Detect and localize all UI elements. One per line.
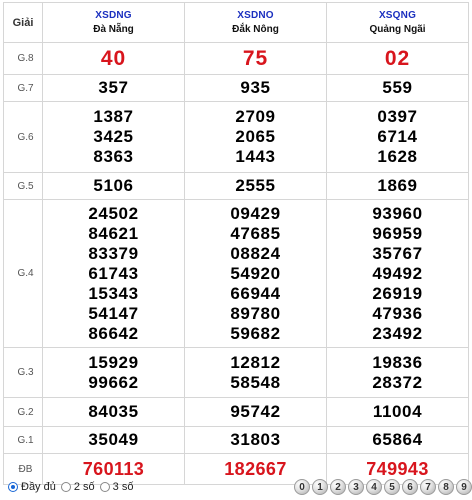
prize-number: 47936	[372, 303, 423, 323]
prize-number: 2555	[185, 173, 327, 200]
prize-column-header: Giải	[4, 3, 43, 43]
prize-row-g7	[4, 75, 469, 102]
option-full[interactable]	[8, 481, 56, 493]
digit-ball-3[interactable]: 3	[348, 479, 364, 495]
prize-number: 12812	[230, 352, 281, 372]
option-label: Đầy đủ	[21, 481, 56, 493]
display-controls	[0, 479, 472, 497]
prize-number: 26919	[372, 283, 423, 303]
prize-number: 96959	[372, 223, 423, 243]
prize-number: 1628	[377, 147, 418, 166]
prize-number: 08824	[230, 243, 281, 263]
prize-number: 1387	[93, 107, 134, 126]
prize-number: 0397	[377, 107, 418, 126]
prize-number: 54147	[88, 303, 139, 323]
option-label: 2 số	[73, 481, 95, 493]
prize-row-g2	[4, 398, 469, 427]
province-code-link[interactable]: XSDNG	[95, 10, 132, 21]
prize-number: 357	[43, 75, 185, 102]
province-header	[327, 3, 469, 43]
prize-label: ĐB	[4, 454, 43, 485]
prize-row-g4	[4, 200, 469, 348]
prize-number: 86642	[88, 323, 139, 343]
prize-row-g1	[4, 427, 469, 454]
prize-number: 49492	[372, 263, 423, 283]
prize-label: G.3	[4, 348, 43, 398]
prize-number: 89780	[230, 303, 281, 323]
header-row	[4, 3, 469, 43]
prize-number: 54920	[230, 263, 281, 283]
prize-label: G.7	[4, 75, 43, 102]
prize-number: 84621	[88, 223, 139, 243]
digit-filter	[294, 479, 472, 495]
prize-row-g8	[4, 43, 469, 75]
radio-button[interactable]	[100, 482, 110, 492]
prize-number: 15929	[88, 352, 139, 372]
special-prize-number: 182667	[185, 454, 327, 485]
prize-number: 6714	[377, 127, 418, 146]
prize-cell	[43, 102, 185, 173]
prize-number: 935	[185, 75, 327, 102]
prize-number: 15343	[88, 283, 139, 303]
prize-row-g3	[4, 348, 469, 398]
special-prize-number: 760113	[43, 454, 185, 485]
prize-cell	[185, 348, 327, 398]
special-prize-number: 749943	[327, 454, 469, 485]
prize-label: G.2	[4, 398, 43, 427]
prize-number: 2709	[235, 107, 276, 126]
radio-button[interactable]	[8, 482, 18, 492]
option-2-digits[interactable]	[61, 481, 95, 493]
province-header	[185, 3, 327, 43]
prize-label: G.8	[4, 43, 43, 75]
radio-button[interactable]	[61, 482, 71, 492]
province-code-link[interactable]: XSDNO	[237, 10, 274, 21]
prize-cell	[327, 102, 469, 173]
digit-ball-8[interactable]: 8	[438, 479, 454, 495]
prize-number: 93960	[372, 203, 423, 223]
prize-number: 47685	[230, 223, 281, 243]
digit-ball-2[interactable]: 2	[330, 479, 346, 495]
prize-number: 19836	[372, 352, 423, 372]
prize-cell	[43, 348, 185, 398]
digit-ball-7[interactable]: 7	[420, 479, 436, 495]
digit-ball-9[interactable]: 9	[456, 479, 472, 495]
digit-ball-6[interactable]: 6	[402, 479, 418, 495]
prize-number: 28372	[372, 372, 423, 392]
prize-number: 09429	[230, 203, 281, 223]
prize-number: 3425	[93, 127, 134, 146]
prize-number: 83379	[88, 243, 139, 263]
prize-number: 35049	[43, 427, 185, 454]
province-name: Đắk Nông	[232, 24, 279, 35]
results-table	[3, 2, 469, 485]
prize-number: 5106	[43, 173, 185, 200]
prize-number: 31803	[185, 427, 327, 454]
prize-number: 40	[43, 43, 185, 75]
display-mode-options	[8, 481, 138, 493]
digit-ball-1[interactable]: 1	[312, 479, 328, 495]
prize-number: 559	[327, 75, 469, 102]
prize-number: 8363	[93, 147, 134, 166]
prize-number: 65864	[327, 427, 469, 454]
prize-number: 35767	[372, 243, 423, 263]
prize-label: G.6	[4, 102, 43, 173]
prize-number: 02	[327, 43, 469, 75]
prize-number: 1869	[327, 173, 469, 200]
prize-number: 84035	[43, 398, 185, 427]
prize-row-g5	[4, 173, 469, 200]
prize-number: 24502	[88, 203, 139, 223]
prize-label: G.5	[4, 173, 43, 200]
digit-ball-4[interactable]: 4	[366, 479, 382, 495]
prize-number: 2065	[235, 127, 276, 146]
prize-number: 75	[185, 43, 327, 75]
prize-number: 11004	[327, 398, 469, 427]
prize-number: 58548	[230, 372, 281, 392]
prize-label: G.4	[4, 200, 43, 348]
prize-cell	[327, 348, 469, 398]
prize-cell	[185, 102, 327, 173]
prize-number: 1443	[235, 147, 276, 166]
option-label: 3 số	[112, 481, 134, 493]
prize-number: 66944	[230, 283, 281, 303]
prize-label: G.1	[4, 427, 43, 454]
prize-number: 59682	[230, 323, 281, 343]
prize-number: 23492	[372, 323, 423, 343]
province-name: Quảng Ngãi	[369, 24, 426, 35]
option-3-digits[interactable]	[100, 481, 134, 493]
prize-cell	[43, 200, 185, 348]
digit-ball-0[interactable]: 0	[294, 479, 310, 495]
province-code-link[interactable]: XSQNG	[378, 10, 417, 21]
prize-number: 61743	[88, 263, 139, 283]
prize-number: 99662	[88, 372, 139, 392]
province-header	[43, 3, 185, 43]
prize-cell	[327, 200, 469, 348]
prize-cell	[185, 200, 327, 348]
province-name: Đà Nẵng	[93, 24, 134, 35]
prize-number: 95742	[185, 398, 327, 427]
digit-ball-5[interactable]: 5	[384, 479, 400, 495]
prize-row-g6	[4, 102, 469, 173]
